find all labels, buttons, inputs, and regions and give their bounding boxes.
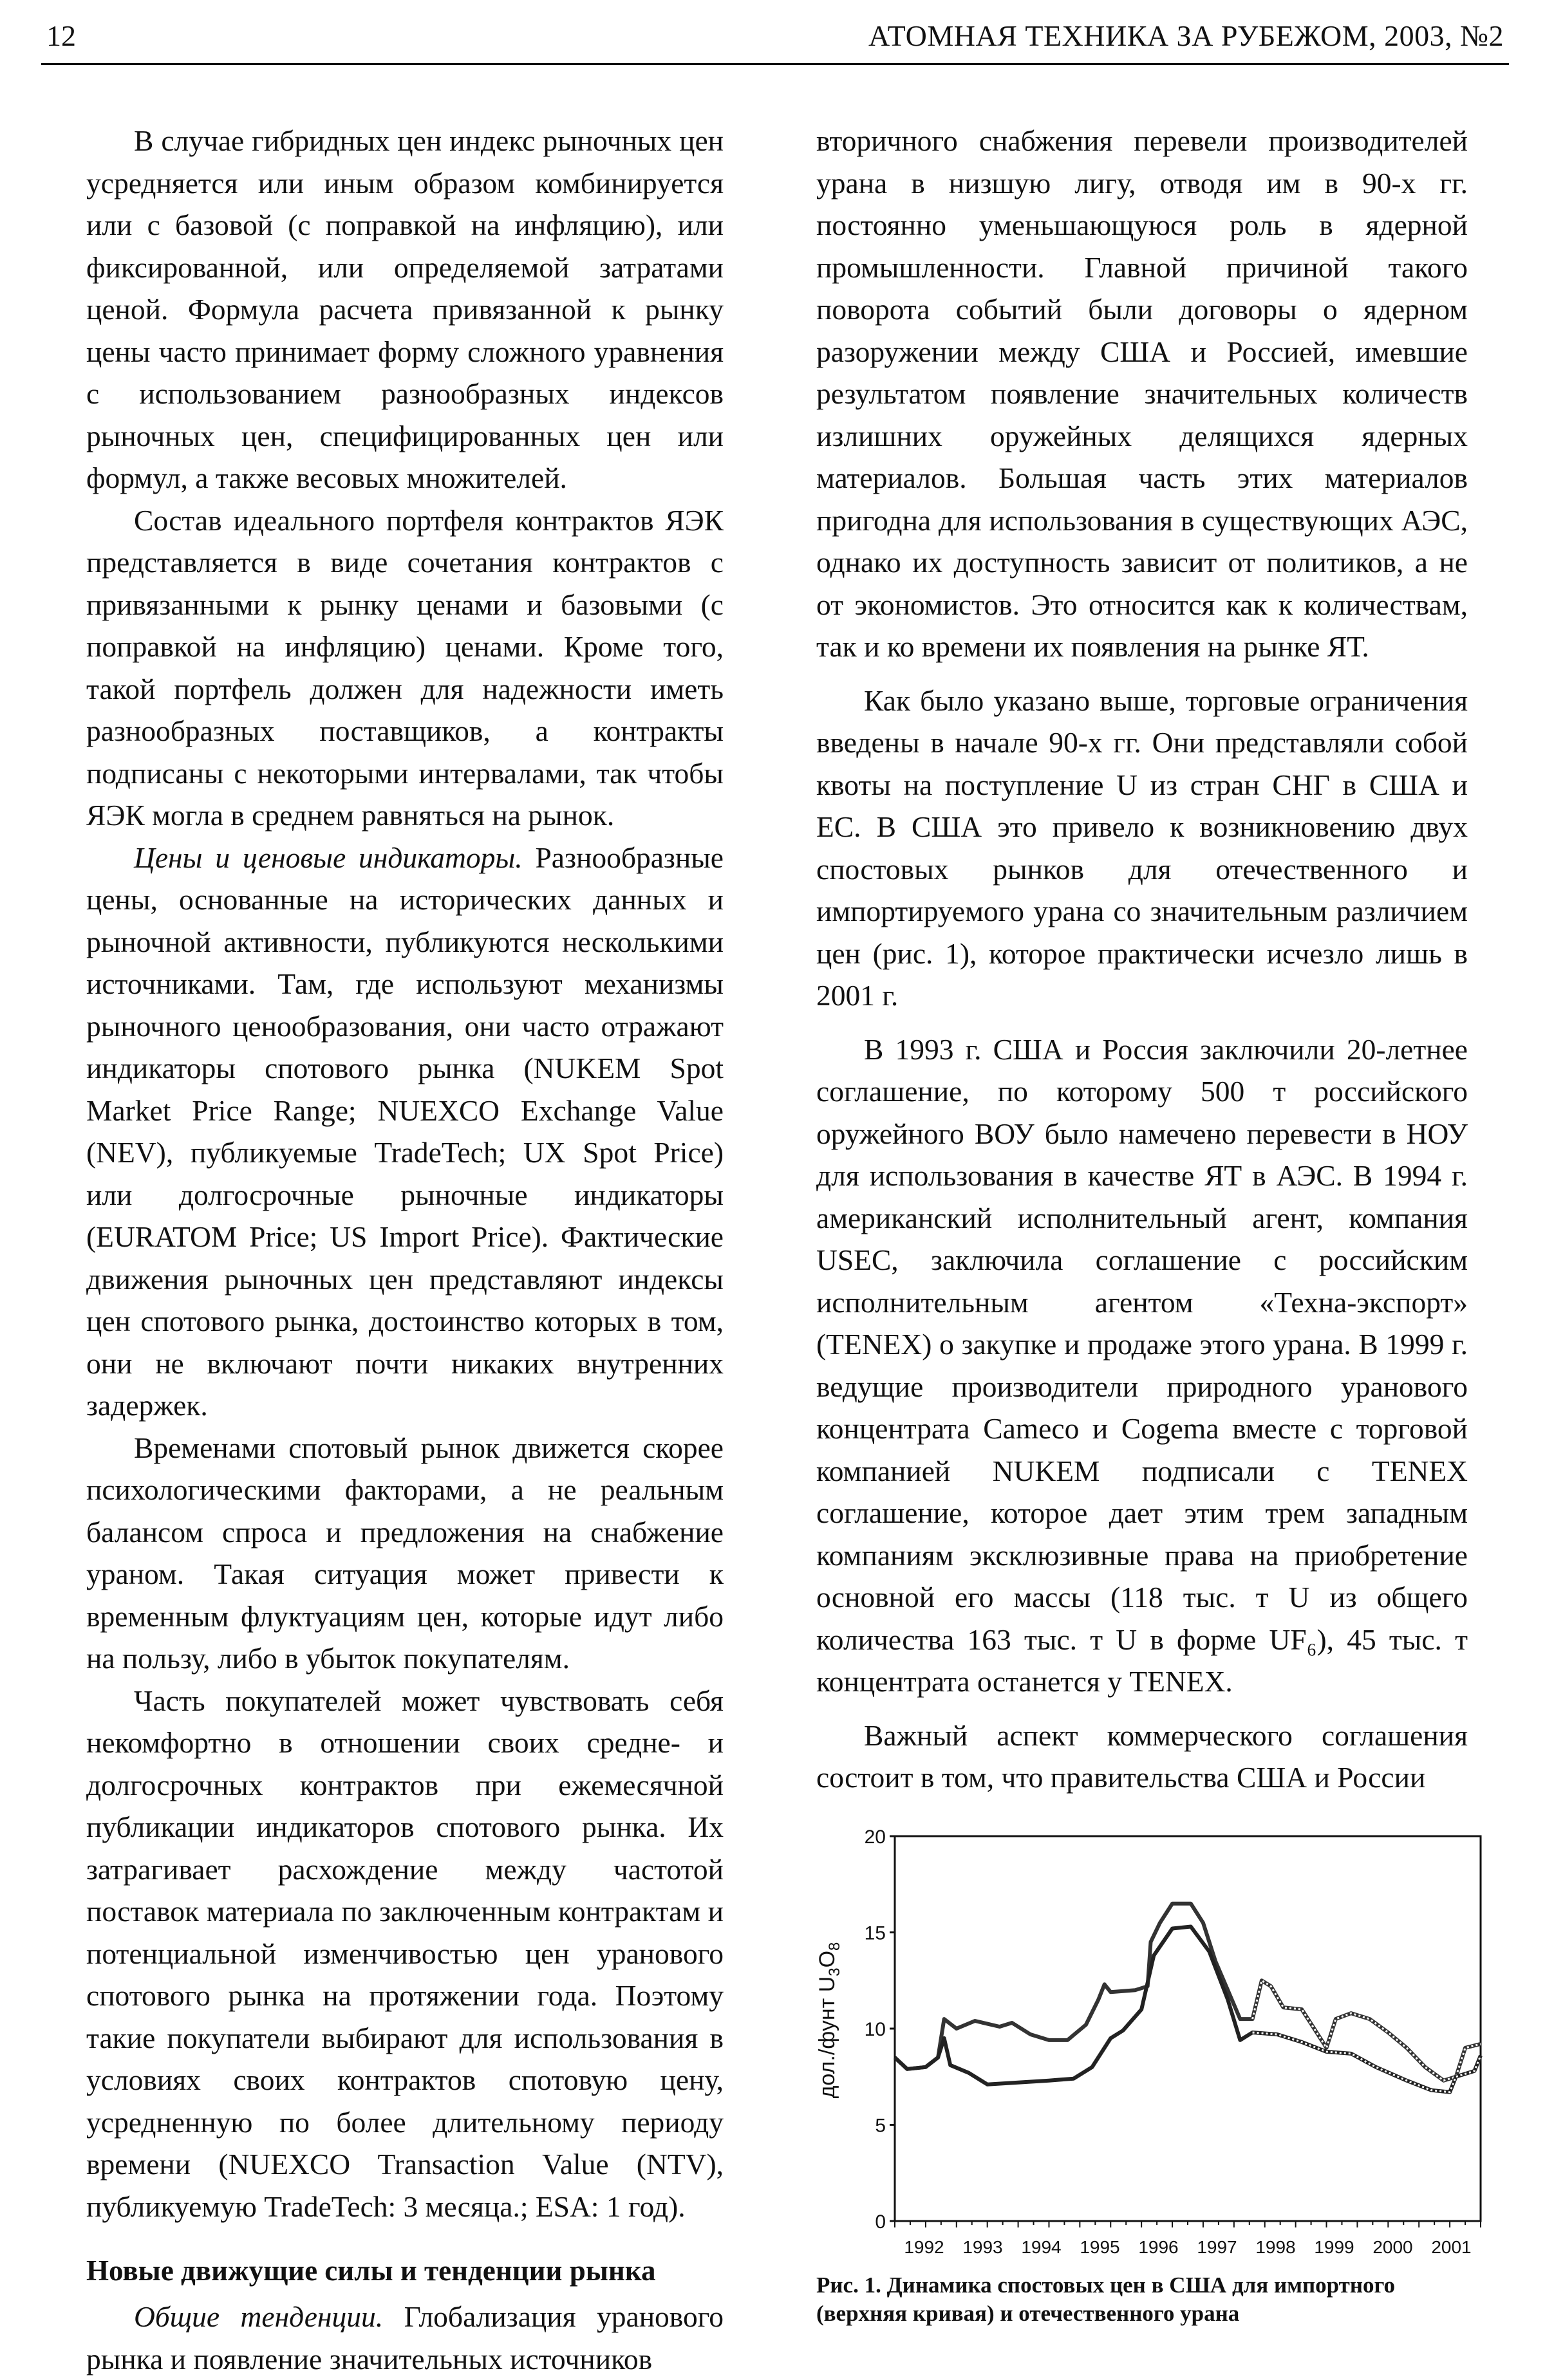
x-tick-label: 1994 (1021, 2236, 1062, 2257)
section-heading: Новые движущие силы и тенденции рынка (86, 2254, 656, 2287)
left-paragraph-5: Часть покупателей может чувствовать себя некомфортно в отношении своих средне- и долгосрочных контрактов при ежемесячной публикации индикаторов спотового рынка. Их затрагивает расхождение между частотой поставок материала по заключенным контрактам и потенциальной изменчивостью цен уранового спотового рынка на протяжении года. Поэтому такие покупатели выбирают для использования в условиях своих контрактов спотовую цену, усредненную по более длительному периоду времени (NUEXCO Transaction Value (NTV), публикуемую TradeTech: 3 месяца.; ESA: 1 год). (86, 1684, 724, 2223)
import-price-line (895, 1903, 1481, 2080)
page-number: 12 (46, 19, 76, 52)
right-paragraph-2: Как было указано выше, торговые ограничения введены в начале 90-х гг. Они представляли собой квоты на поступление U из стран СНГ в США и ЕС. В США это привело к возникновению двух спостовых рынков для отечественного и импортируемого урана со значительным различием цен (рис. 1), которое практически исчезло лишь в 2001 г. (816, 683, 1468, 1012)
left-paragraph-6 (86, 2296, 724, 2380)
chart-axes (865, 1827, 1481, 2257)
subsection-lead-prices: Цены и ценовые индикаторы. (134, 841, 523, 874)
x-tick-label: 1995 (1080, 2236, 1120, 2257)
right-paragraph-4: Важный аспект коммерческого соглашения состоит в том, что правительства США и России (816, 1718, 1468, 1794)
y-tick-label: 0 (875, 2211, 886, 2233)
left-paragraph-1: В случае гибридных цен индекс рыночных цен усредняется или иным образом комбинируется или с базовой (с поправкой на инфляцию), или фиксированной, или определяемой затратами ценой. Формула расчета привязанной к рынку цены часто принимает форму сложного уравнения с использованием разнообразных индексов рыночных цен, специфицированных цен или формул, а также весовых множителей. (86, 124, 724, 494)
y-tick-label: 5 (875, 2115, 886, 2136)
x-tick-label: 2000 (1372, 2236, 1413, 2257)
subsection-lead-trends: Общие тенденции. (134, 2300, 384, 2333)
plot-frame (895, 1836, 1481, 2221)
y-axis-label: дол./фунт $U_3O_8$ (815, 1942, 843, 2098)
paragraph-text: Разнообразные цены, основанные на исторических данных и рыночной активности, публикуются несколькими источниками. Там, где используют механизмы рыночного ценообразования, они часто отражают индикаторы спотового рынка (NUKEM Spot Market Price Range; NUEXCO Exchange Value (NEV), публикуемые TradeTech; UX Spot Price) или долгосрочные рыночные индикаторы (EURATOM Price; US Import Price). Фактические движения рыночных цен представляют индексы цен спотового рынка, достоинство которых в том, они не включают почти никаких внутренних задержек. (86, 841, 724, 1422)
x-tick-label: 1999 (1314, 2236, 1354, 2257)
y-tick-label: 15 (864, 1922, 886, 1944)
x-tick-label: 1992 (904, 2236, 944, 2257)
journal-running-title: АТОМНАЯ ТЕХНИКА ЗА РУБЕЖОМ, 2003, №2 (868, 19, 1504, 52)
paragraph-text: Глобализация уранового рынка и появление значительных источников (86, 2300, 724, 2375)
header-rule (41, 63, 1509, 65)
right-paragraph-1: вторичного снабжения перевели производителей урана в низшую лигу, отводя им в 90-х гг. постоянно уменьшающуюся роль в ядерной промышленности. Главной причиной такого поворота событий были договоры о ядерном разоружении между США и Россией, имевшие результатом появление значительных количеств излишних оружейных делящихся ядерных материалов. Большая часть этих материалов пригодна для использования в существующих АЭС, однако их доступность зависит от политиков, а не от экономистов. Это относится как к количествам, так и ко времени их появления на рынке ЯТ. (816, 124, 1468, 663)
x-tick-label: 1993 (962, 2236, 1003, 2257)
x-tick-label: 1997 (1197, 2236, 1237, 2257)
y-tick-label: 10 (864, 2018, 886, 2040)
price-chart (798, 1814, 1494, 2265)
left-paragraph-3 (86, 837, 724, 1427)
right-paragraph-3: В 1993 г. США и Россия заключили 20-летнее соглашение, по которому 500 т российского оружейного ВОУ было намечено перевести в НОУ для использования в качестве ЯТ в АЭС. В 1994 г. американский исполнительный агент, компания USEC, заключила соглашение с российским исполнительным агентом «Техна-экспорт» (TENEX) о закупке и продаже этого урана. В 1999 г. ведущие производители природного уранового концентрата Cameco и Cogema вместе с торговой компанией NUKEM подписали с TENEX соглашение, которое дает этим трем западным компаниям эксклюзивные права на приобретение основной его массы (118 тыс. т U из общего количества 163 тыс. т U в форме UF₆), 45 тыс. т концентрата останется у TENEX. (816, 1032, 1468, 1698)
chart-series (895, 1903, 1481, 2092)
x-tick-label: 1996 (1138, 2236, 1179, 2257)
left-paragraph-4: Временами спотовый рынок движется скорее психологическими факторами, а не реальным балансом спроса и предложения на снабжение ураном. Такая ситуация может привести к временным флуктуациям цен, которые идут либо на пользу, либо в убыток покупателям. (86, 1431, 724, 1675)
y-tick-label: 20 (864, 1826, 886, 1848)
left-column (86, 120, 724, 2380)
import-line-tail-texture (1253, 1980, 1481, 2080)
left-paragraph-2: Состав идеального портфеля контрактов ЯЭК представляется в виде сочетания контрактов с привязанными к рынку ценами и базовыми (с поправкой на инфляцию) ценами. Кроме того, такой портфель должен для надежности иметь разнообразных поставщиков, а контракты подписаны с некоторыми интервалами, так чтобы ЯЭК могла в среднем равняться на рынок. (86, 503, 724, 832)
x-tick-label: 1998 (1255, 2236, 1296, 2257)
x-tick-label: 2001 (1431, 2236, 1472, 2257)
figure-caption: Рис. 1. Динамика спостовых цен в США для импортного (верхняя кривая) и отечественного урана (816, 2272, 1396, 2326)
right-column (815, 120, 1472, 2328)
domestic-price-line (895, 1926, 1481, 2092)
